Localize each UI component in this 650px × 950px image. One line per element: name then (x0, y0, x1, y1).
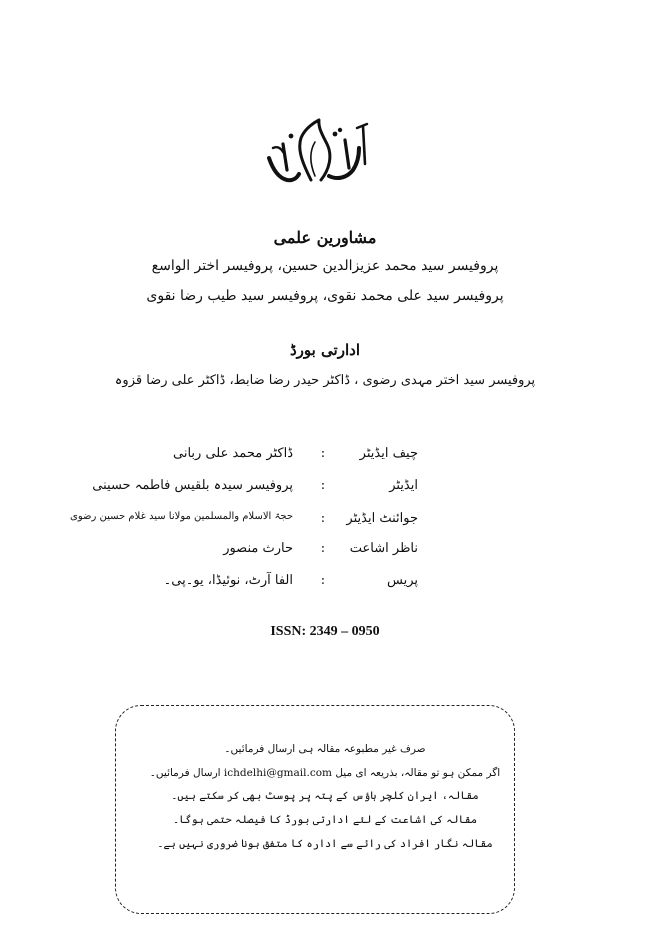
staff-name: الفا آرٹ، نوئیڈا، یو۔پی۔ (163, 573, 293, 588)
editorial-board-members: پروفیسر سید اختر مہدی رضوی ، ڈاکٹر حیدر رضا ضابط، ڈاکٹر علی رضا قزوہ (114, 373, 536, 388)
staff-role: ایڈیٹر (389, 478, 418, 493)
submission-notes-box (115, 705, 515, 914)
staff-role: چیف ایڈیٹر (359, 446, 418, 461)
staff-name: پروفیسر سیدہ بلقیس فاطمہ حسینی (92, 478, 293, 493)
staff-colon: : (320, 446, 326, 461)
note-line: اگر ممکن ہو تو مقالہ، بذریعہ ای میل ichdelhi@gmail.com ارسال فرمائیں۔ (149, 767, 501, 779)
advisors-line-2: پروفیسر سید علی محمد نقوی، پروفیسر سید طیب رضا نقوی (146, 288, 504, 304)
staff-row-editor (0, 478, 650, 504)
staff-row-chief-editor (0, 446, 650, 472)
staff-role: ناظر اشاعت (349, 541, 418, 556)
editorial-board-heading: ادارتی بورڈ (289, 341, 360, 359)
note-line: مقالہ، ایران کلچر ہاؤس کے پتہ پر پوسٹ بھی کر سکتے ہیں۔ (171, 790, 479, 802)
advisors-heading: مشاورین علمی (273, 228, 377, 247)
note-line: مقالہ نگار افراد کی رائے سے ادارہ کا متفق ہونا ضروری نہیں ہے۔ (157, 838, 493, 850)
danish-logo (263, 118, 371, 192)
staff-name: حارث منصور (223, 541, 293, 556)
staff-row-publication-supervisor (0, 541, 650, 567)
issn-number: ISSN: 2349 – 0950 (270, 624, 380, 639)
staff-role: جوائنٹ ایڈیٹر (346, 511, 418, 526)
staff-colon: : (320, 541, 326, 556)
note-line: مقالہ کی اشاعت کے لئے ادارتی بورڈ کا فیصلہ حتمی ہوگا۔ (172, 814, 478, 826)
note-line: صرف غیر مطبوعہ مقالہ ہی ارسال فرمائیں۔ (224, 743, 426, 755)
staff-colon: : (320, 478, 326, 493)
staff-colon: : (320, 511, 326, 526)
staff-row-press (0, 573, 650, 599)
advisors-line-1: پروفیسر سید محمد عزیزالدین حسین، پروفیسر اختر الواسع (151, 258, 499, 274)
staff-colon: : (320, 573, 326, 588)
staff-row-joint-editor (0, 511, 650, 537)
staff-name: حجۃ الاسلام والمسلمین مولانا سید غلام حسین رضوی (70, 511, 293, 522)
staff-role: پریس (387, 573, 418, 588)
staff-name: ڈاکٹر محمد علی ربانی (173, 446, 293, 461)
